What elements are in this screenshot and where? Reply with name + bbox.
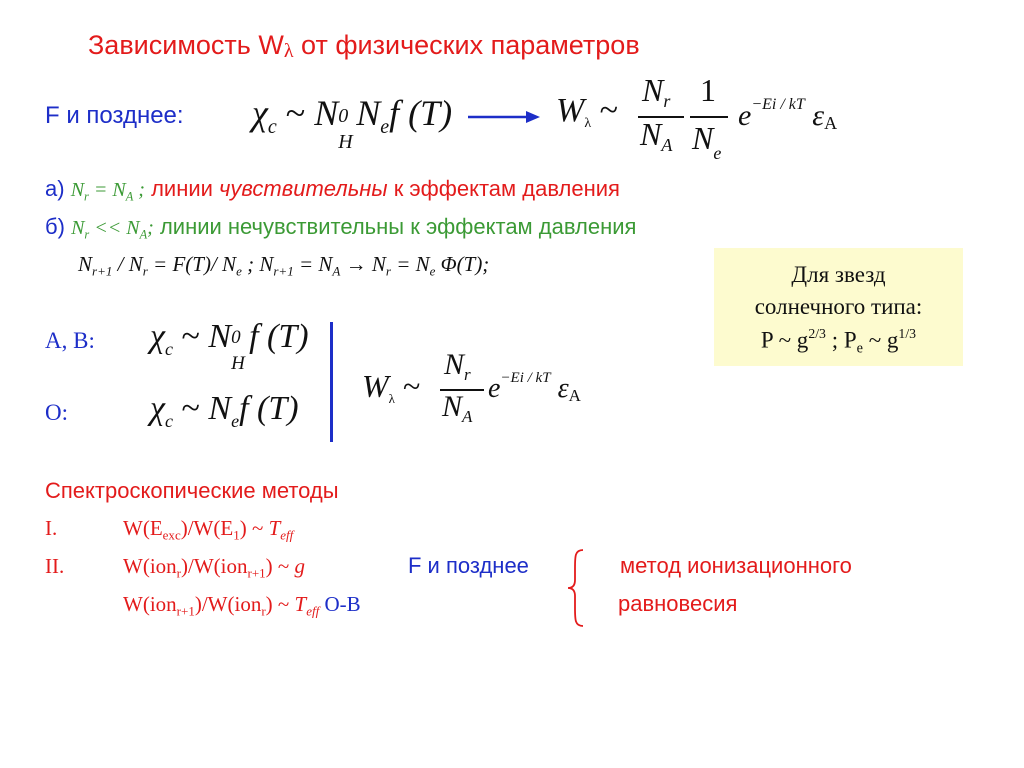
solar-type-note [714,248,963,366]
line-c-formula: $N_{r+1} / N_r = F(T)/$ $N_e$ ; $N_{r+1} = N_A \to N_r = N_e$ Φ(T); [78,252,490,279]
method-right-2: равновесия [618,591,738,616]
frac-line-2 [690,116,728,118]
formula-chi-1: $\chi_c$ ~ N 0 H $N_ef$ (T) [252,93,453,153]
f-label: F и позднее: [45,102,184,129]
method-2-num: II. [45,554,65,578]
line-b: б) $N_r << N_A$; линии нечувствительны к эффектам давления [45,214,637,242]
curly-brace-icon [565,548,587,628]
formula-chi-ab: $\chi_c$ ~ N 0 H f (T) [150,318,309,374]
method-2-note: F и позднее [408,553,529,578]
method-right-1: метод ионизационного [620,553,852,578]
method-2-formula: W(ion$_r$)/W(ion$_{r+1}$) ~ g [123,554,306,581]
formula-chi-o: $\chi_c$ ~ $N_ef$ (T) [150,390,299,431]
frac-ne-den: $N_e$ [692,120,722,163]
line-a: а) $N_r = N_A$ ; линии чувствительны к эффектам давления [45,176,620,204]
title-lambda: λ [283,40,294,62]
divider-bar [330,322,333,442]
formula-w-2: Wλ ~ [362,368,421,406]
method-1-num: I. [45,516,58,540]
frac-one-num: 1 [700,72,716,108]
frac-nr-num: Nr [642,72,671,111]
formula-exp-1: $e^{-Ei / kT}$ εA [738,96,838,133]
formula-w-1: Wλ ~ [556,92,619,131]
arrow-right-icon [468,110,540,124]
title-text: Зависимость W [88,30,284,60]
frac-na-den-2: $N_A$ [442,390,473,426]
formula-exp-2: $e^{-Ei / kT}$ εA [488,370,581,405]
method-3-formula: W(ion$_{r+1}$)/W(ion$_r$) ~ $T_{eff}$ O-B [123,592,361,619]
o-label: O: [45,400,68,425]
box-line-2: солнечного типа: [754,294,923,319]
box-line-1: Для звезд [791,262,886,287]
ab-label: A, B: [45,328,95,353]
frac-nr-num-2: $N_r$ [444,348,471,384]
title-rest: от физических параметров [293,30,640,60]
box-line-3: P ~ $g^{2/3}$ ; $P_e$ ~ $g^{1/3}$ [760,326,917,357]
method-1-formula: $W(E_{exc})/W(E_1)$ ~ $T_{eff}$ [123,516,294,543]
page-title [88,30,640,63]
methods-title: Спектроскопические методы [45,478,339,503]
frac-na-den: NA [640,116,673,155]
